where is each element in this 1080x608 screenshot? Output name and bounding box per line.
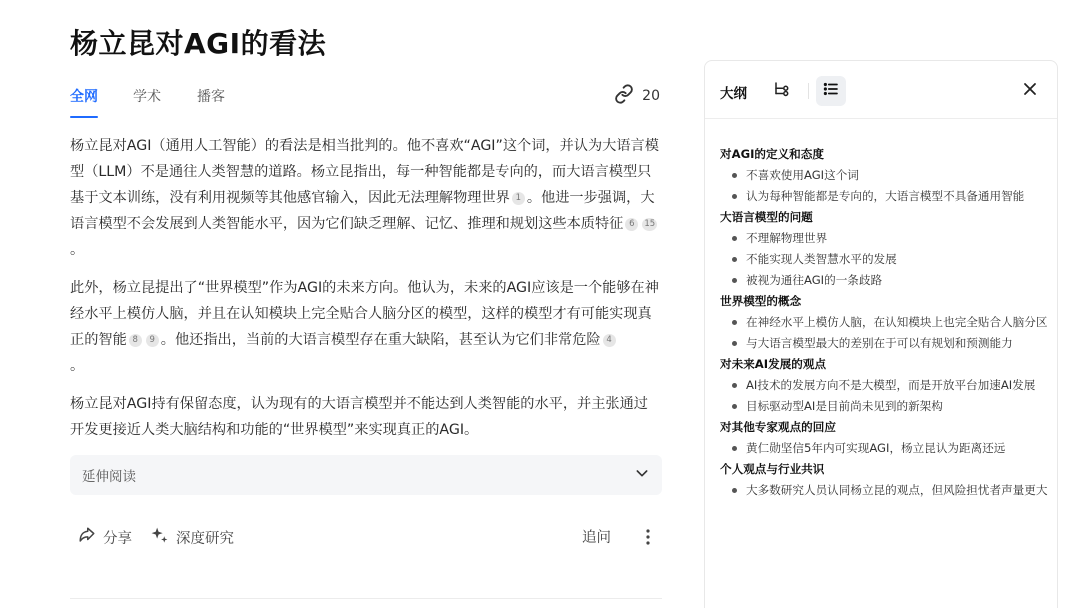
- deep-research-label: 深度研究: [176, 531, 234, 547]
- answer-body: [70, 133, 662, 455]
- answer-paragraph: [70, 391, 662, 443]
- follow-up-button[interactable]: 追问: [582, 530, 611, 546]
- citation-badge[interactable]: 1: [512, 192, 525, 205]
- extended-reading-label: 延伸阅读: [82, 469, 136, 485]
- tab-all-web[interactable]: 全网: [70, 89, 98, 105]
- outline-item[interactable]: 在神经水平上模仿人脑，在认知模块上也完全贴合人脑分区: [720, 312, 1050, 333]
- link-icon: [614, 84, 634, 108]
- outline-item[interactable]: 被视为通往AGI的一条歧路: [720, 270, 1050, 291]
- more-vertical-icon: [640, 528, 656, 550]
- share-button[interactable]: [78, 526, 132, 548]
- outline-item[interactable]: 黄仁勋坚信5年内可实现AGI，杨立昆认为距离还远: [720, 438, 1050, 459]
- citation-badge[interactable]: 8: [129, 334, 142, 347]
- outline-item[interactable]: 认为每种智能都是专向的，大语言模型不具备通用智能: [720, 186, 1050, 207]
- tab-podcast[interactable]: 播客: [197, 89, 225, 105]
- chevron-down-icon: [634, 465, 650, 485]
- outline-list-view-button[interactable]: [816, 76, 846, 106]
- answer-text: 杨立昆对AGI（通用人工智能）的看法是相当批判的。他不喜欢“AGI”这个词，并认为大语言模型（LLM）不是通往人类智慧的道路。杨立昆指出，每一种智能都是专向的，而大语言模型只基于文本训练，没有利用视频等其他感官输入，因此无法理解物理世界: [70, 138, 659, 206]
- header-separator: [808, 83, 809, 99]
- share-icon: [78, 526, 96, 548]
- sources-count: 20: [642, 88, 660, 104]
- outline-item[interactable]: 不能实现人类智慧水平的发展: [720, 249, 1050, 270]
- outline-heading[interactable]: 大语言模型的问题: [720, 210, 813, 224]
- answer-text: 杨立昆对AGI持有保留态度，认为现有的大语言模型并不能达到人类智能的水平，并主张通过开发更接近人类大脑结构和功能的“世界模型”来实现真正的AGI。: [70, 396, 648, 438]
- divider: [70, 598, 662, 599]
- list-icon: [822, 80, 840, 102]
- outline-item[interactable]: 不理解物理世界: [720, 228, 1050, 249]
- close-panel-button[interactable]: [1019, 79, 1041, 101]
- outline-panel: [704, 60, 1058, 608]
- outline-panel-title: 大纲: [720, 86, 747, 102]
- source-tabs: [70, 86, 660, 122]
- tab-academic[interactable]: 学术: [133, 89, 161, 105]
- mindmap-icon: [773, 80, 791, 102]
- citation-badge[interactable]: 4: [603, 334, 616, 347]
- outline-heading[interactable]: 个人观点与行业共识: [720, 462, 825, 476]
- outline-item[interactable]: 与大语言模型最大的差别在于可以有规划和预测能力: [720, 333, 1050, 354]
- outline-item[interactable]: AI技术的发展方向不是大模型，而是开放平台加速AI发展: [720, 375, 1050, 396]
- outline-list: [720, 144, 1050, 501]
- sparkle-icon: [150, 526, 169, 549]
- outline-heading[interactable]: 世界模型的概念: [720, 294, 802, 308]
- close-icon: [1023, 81, 1037, 100]
- citation-badge[interactable]: 6: [625, 218, 638, 231]
- answer-text: 。: [70, 242, 85, 258]
- citation-badge[interactable]: 9: [146, 334, 159, 347]
- answer-text: 。他进一步强调，大语言模型不会发展到人类智能水平，因为它们缺乏理解、记忆、推理和规划这些本质特征: [70, 190, 655, 232]
- active-tab-underline: [70, 116, 98, 118]
- more-options-button[interactable]: [640, 528, 656, 550]
- outline-item[interactable]: 不喜欢使用AGI这个词: [720, 165, 1050, 186]
- share-label: 分享: [103, 530, 132, 547]
- outline-heading[interactable]: 对AGI的定义和态度: [720, 147, 824, 161]
- answer-actions: [70, 524, 662, 552]
- answer-paragraph: [70, 275, 662, 379]
- page-title: 杨立昆对AGI的看法: [70, 27, 327, 60]
- extended-reading-toggle[interactable]: [70, 455, 662, 495]
- outline-item[interactable]: 目标驱动型AI是目前尚未见到的新架构: [720, 396, 1050, 417]
- citation-badge[interactable]: 15: [644, 219, 656, 229]
- outline-heading[interactable]: 对其他专家观点的回应: [720, 420, 836, 434]
- mindmap-view-button[interactable]: [767, 76, 797, 106]
- outline-heading[interactable]: 对未来AI发展的观点: [720, 357, 827, 371]
- deep-research-button[interactable]: [150, 526, 234, 549]
- outline-panel-header: [705, 61, 1057, 119]
- answer-text: 此外，杨立昆提出了“世界模型”作为AGI的未来方向。他认为，未来的AGI应该是一个能够在神经水平上模仿人脑，并且在认知模块上完全贴合人脑分区的模型，这样的模型才有可能实现真正的智能: [70, 280, 659, 348]
- answer-paragraph: [70, 133, 662, 263]
- outline-item[interactable]: 大多数研究人员认同杨立昆的观点，但风险担忧者声量更大: [720, 480, 1050, 501]
- answer-text: 。他还指出，当前的大语言模型存在重大缺陷，甚至认为它们非常危险: [160, 332, 601, 348]
- answer-text: 。: [70, 358, 85, 374]
- sources-button[interactable]: [614, 84, 660, 108]
